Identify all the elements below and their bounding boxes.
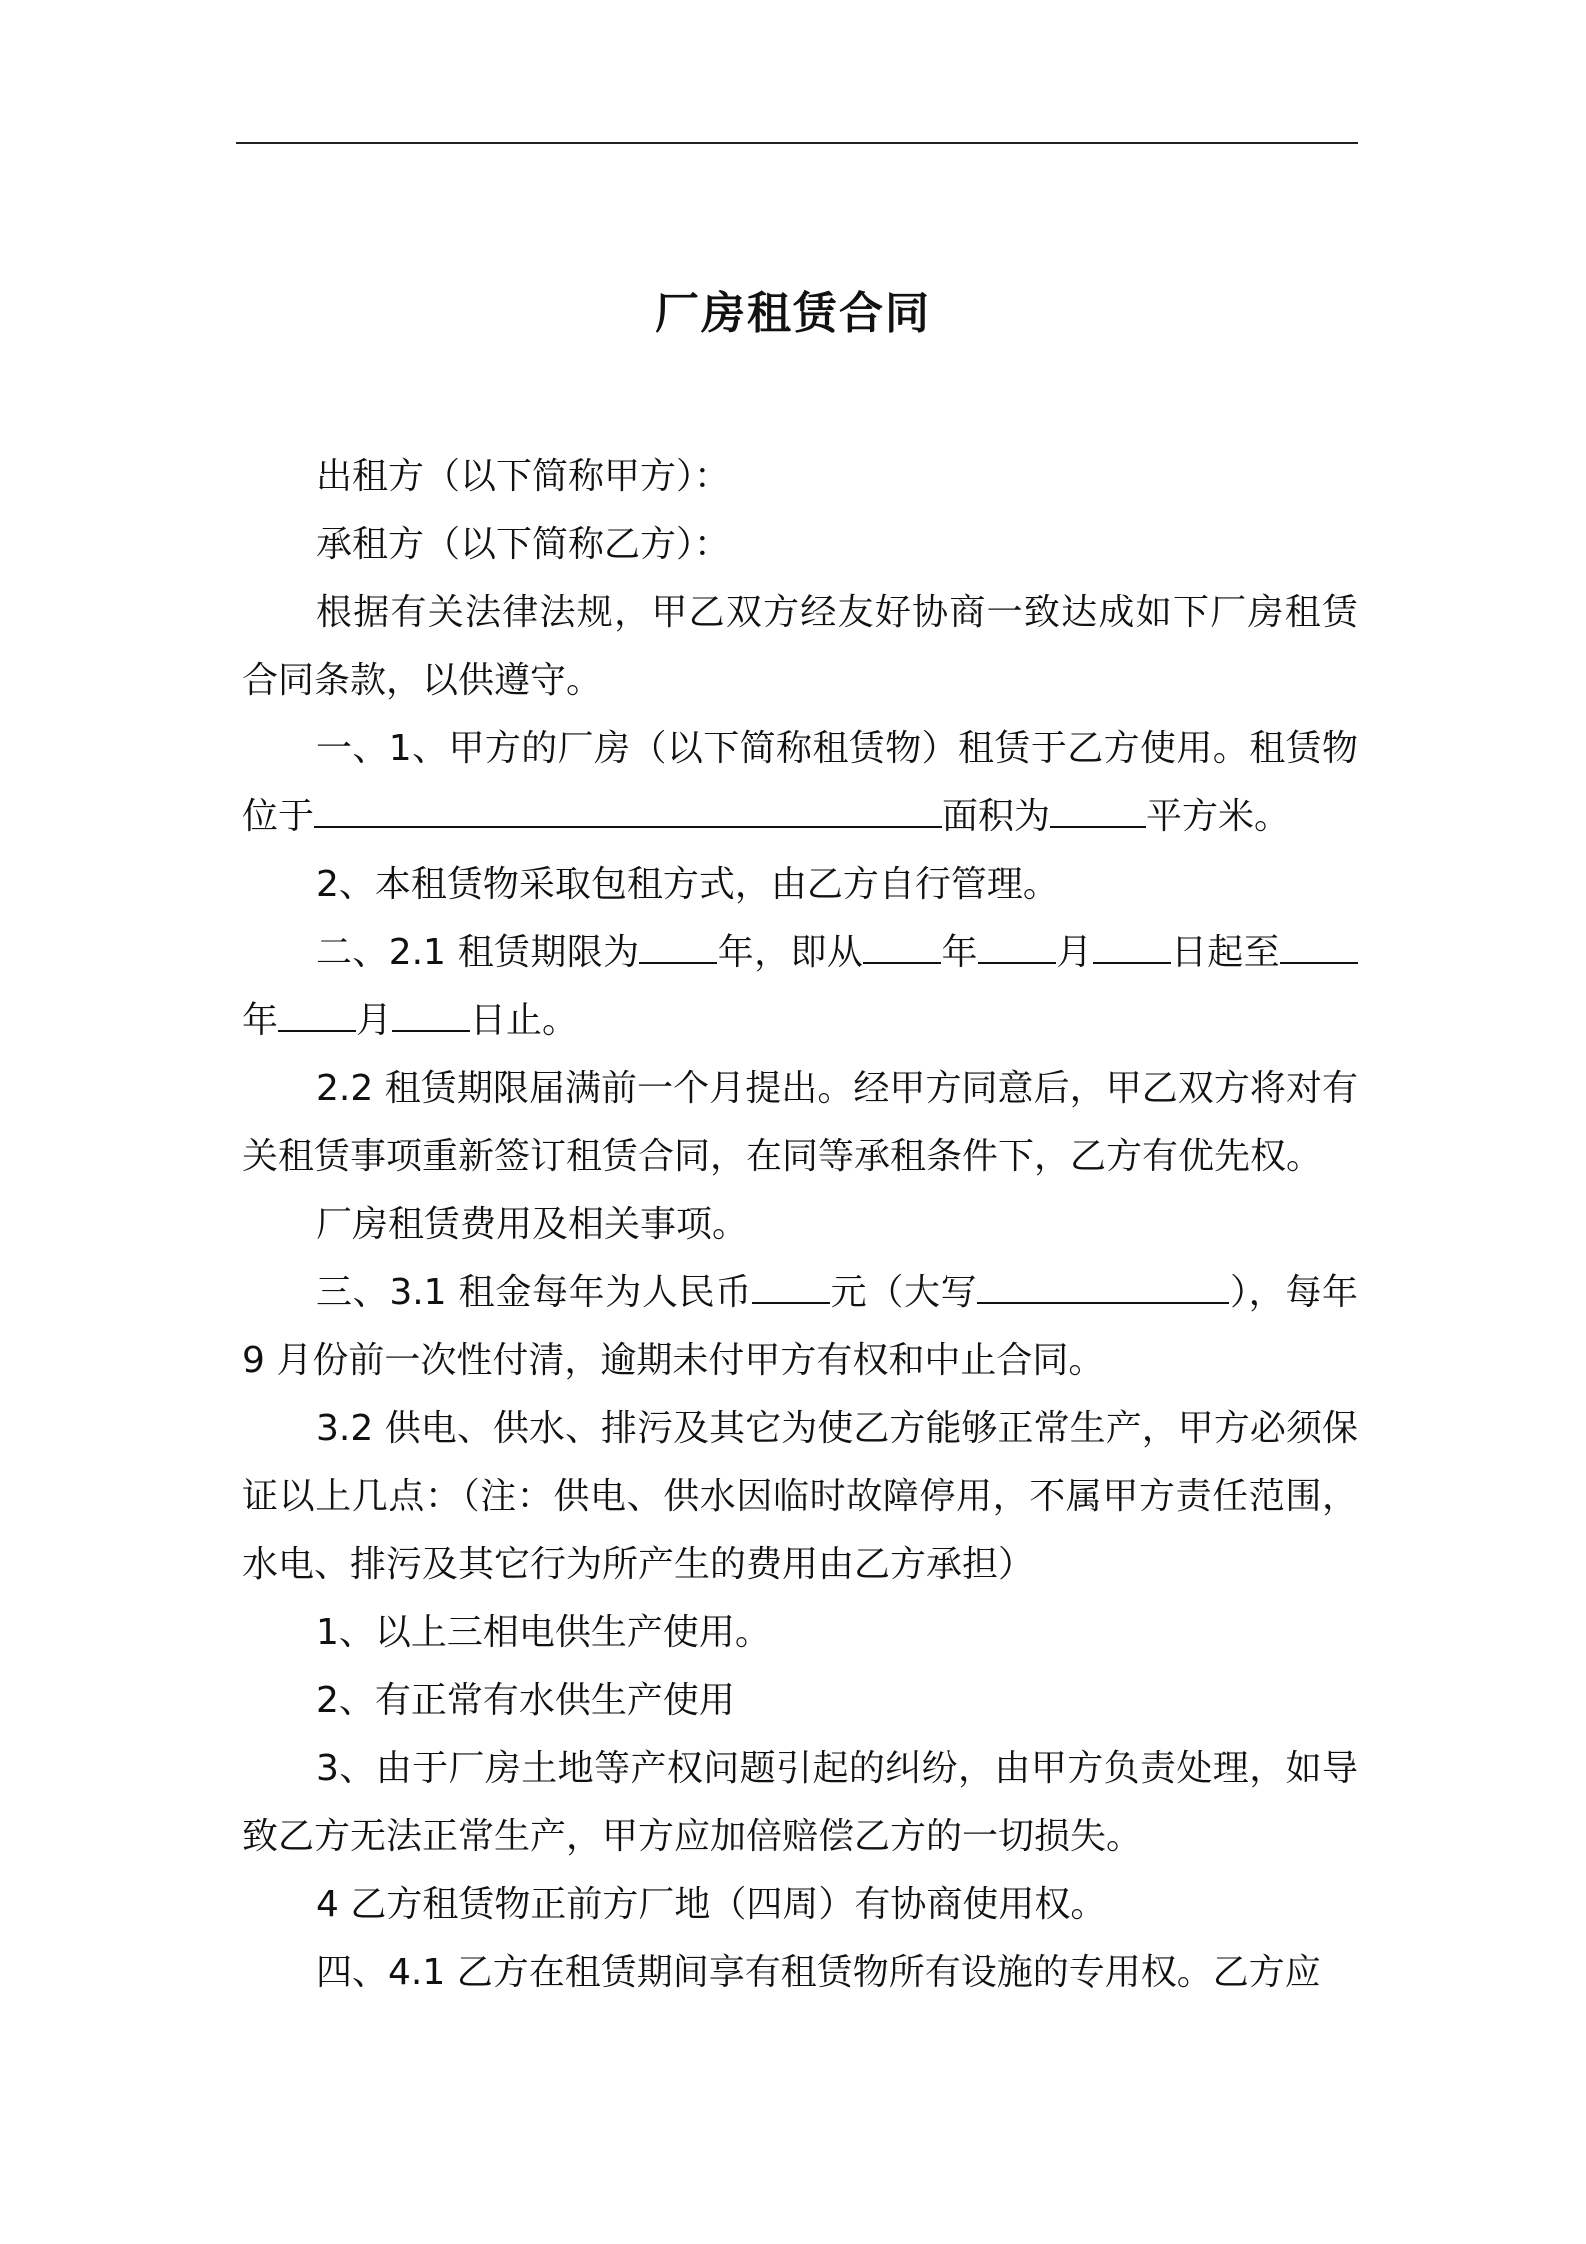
- clause-3-2-item-4: 4 乙方租赁物正前方厂地（四周）有协商使用权。: [316, 1884, 1107, 1925]
- address-blank: [314, 796, 942, 828]
- clause-3-2-item-3: 3、由于厂房土地等产权问题引起的纠纷，由甲方负责处理，如导致乙方无法正常生产，甲方应加倍赔偿乙方的一切损失。: [242, 1748, 1358, 1857]
- end-month-blank: [278, 1000, 356, 1032]
- rent-uppercase-blank: [977, 1272, 1229, 1304]
- clause-3-1: 三、3.1 租金每年为人民币 元（大写 ），每年 9 月份前一次性付清，逾期未付甲方有权和中止合同。: [242, 1272, 1358, 1381]
- start-day-blank: [1093, 932, 1171, 964]
- clause-3-2-item-1: 1、以上三相电供生产使用。: [316, 1612, 771, 1653]
- end-day-blank: [392, 1000, 470, 1032]
- start-month-blank: [978, 932, 1056, 964]
- document-title: 厂房租赁合同: [655, 288, 931, 339]
- preamble-paragraph: 根据有关法律法规，甲乙双方经友好协商一致达成如下厂房租赁合同条款，以供遵守。: [242, 592, 1358, 701]
- header-rule: [236, 142, 1358, 144]
- clause-4-1: 四、4.1 乙方在租赁期间享有租赁物所有设施的专用权。乙方应: [316, 1952, 1321, 1993]
- term-years-blank: [639, 932, 717, 964]
- area-blank: [1050, 796, 1146, 828]
- lessee-line: 承租方（以下简称乙方）：: [316, 524, 731, 565]
- clause-3-2-item-2: 2、有正常有水供生产使用: [316, 1680, 735, 1721]
- clause-1-2: 2、本租赁物采取包租方式，由乙方自行管理。: [316, 864, 1059, 905]
- document-body: [242, 443, 1358, 2007]
- clause-3-2: 3.2 供电、供水、排污及其它为使乙方能够正常生产，甲方必须保证以上几点：（注：供电、供水因临时故障停用，不属甲方责任范围，水电、排污及其它行为所产生的费用由乙方承担）: [242, 1408, 1358, 1585]
- fees-heading: 厂房租赁费用及相关事项。: [316, 1204, 749, 1245]
- clause-1-1: 一、1、甲方的厂房（以下简称租赁物）租赁于乙方使用。租赁物位于 面积为 平方米。: [242, 728, 1358, 837]
- start-year-blank: [863, 932, 941, 964]
- clause-2-2: 2.2 租赁期限届满前一个月提出。经甲方同意后，甲乙双方将对有关租赁事项重新签订租赁合同，在同等承租条件下，乙方有优先权。: [242, 1068, 1358, 1177]
- end-year-blank: [1280, 932, 1358, 964]
- lessor-line: 出租方（以下简称甲方）：: [316, 456, 731, 497]
- rent-amount-blank: [752, 1272, 830, 1304]
- clause-2-1: 二、2.1 租赁期限为 年，即从 年 月 日起至年 月 日止。: [242, 919, 1358, 1055]
